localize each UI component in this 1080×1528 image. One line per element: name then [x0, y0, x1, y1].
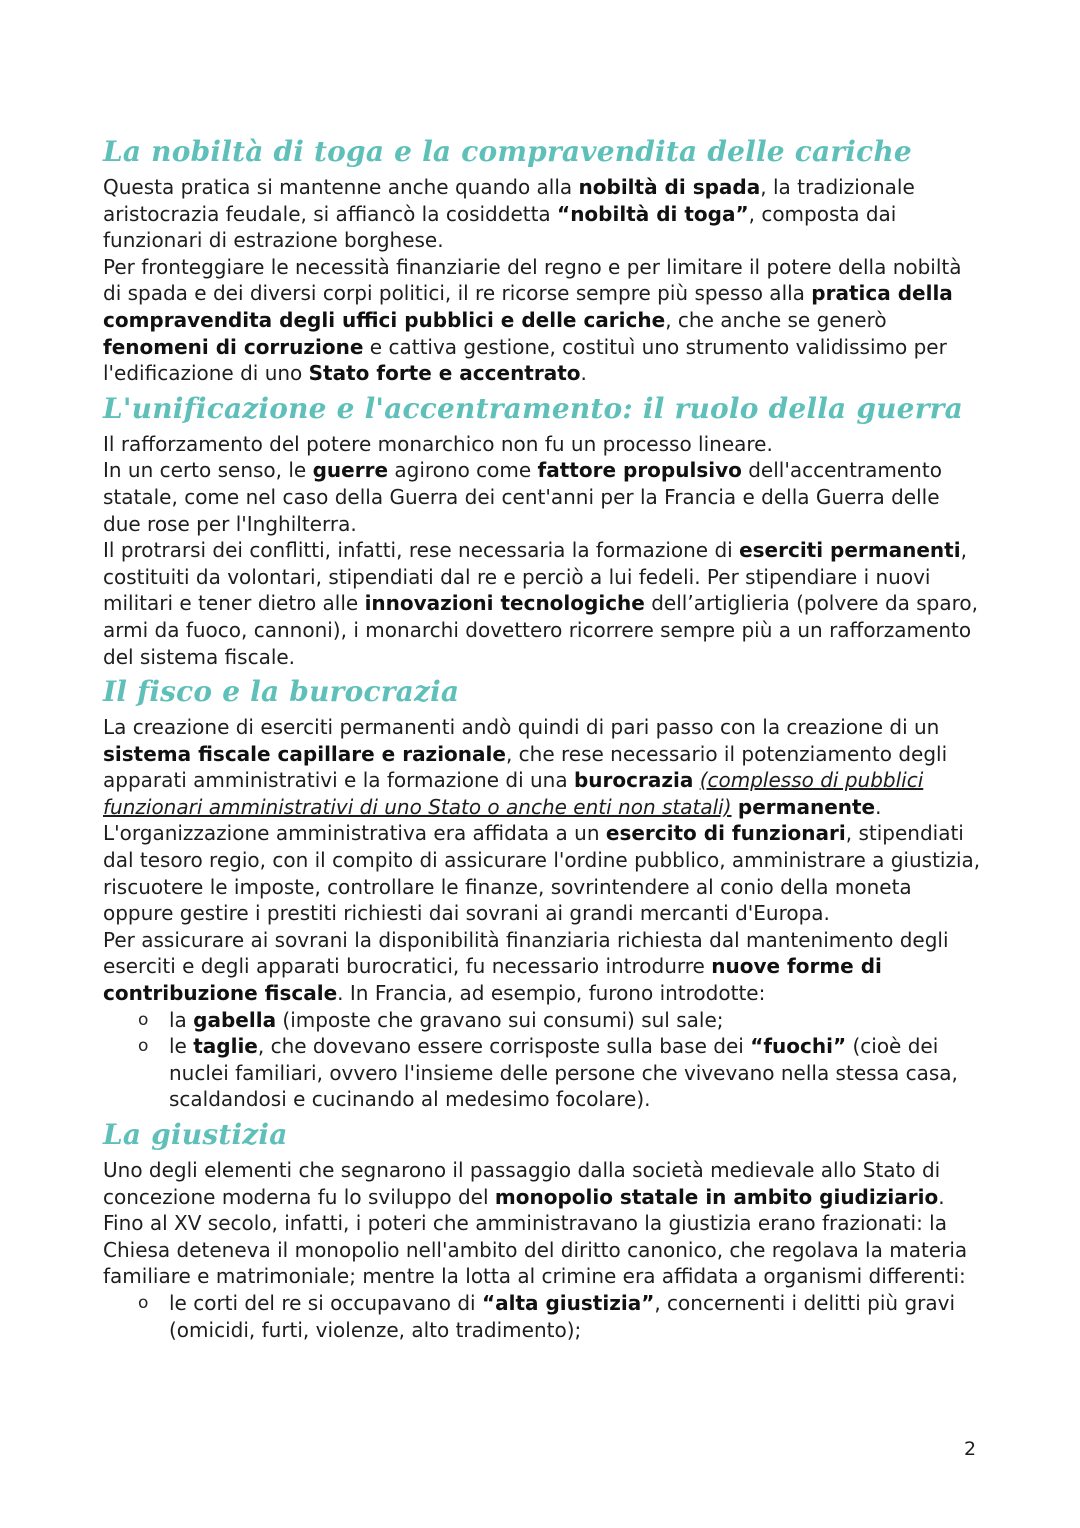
paragraph — [103, 431, 983, 458]
page-number: 2 — [964, 1438, 977, 1460]
bold-text: monopolio statale in ambito giudiziario — [494, 1184, 939, 1209]
text-run: , costituiti da volontari, stipendiati dal re e perciò a lui fedeli. Per stipendiare i nuovi militari e tener dietro alle — [103, 538, 967, 616]
text-run: L'organizzazione amministrativa era affidata a un — [103, 821, 606, 846]
text-run: La creazione di eserciti permanenti andò quindi di pari passo con la creazione di un — [103, 715, 940, 740]
hollow-bullet-icon: o — [138, 1009, 149, 1030]
text-run: Il rafforzamento del potere monarchico non fu un processo lineare. — [103, 431, 773, 456]
bold-text: “nobiltà di toga” — [557, 201, 749, 226]
text-run: le — [169, 1034, 194, 1059]
text-run: Per assicurare ai sovrani la disponibilità finanziaria richiesta dal mantenimento degli eserciti e degli apparati burocratici, fu necessario introdurre — [103, 927, 949, 979]
text-run: le corti del re si occupavano di — [169, 1290, 482, 1315]
bold-text: fattore propulsivo — [537, 458, 742, 483]
bold-text: taglie — [193, 1034, 258, 1059]
bold-text: fenomeni di corruzione — [103, 334, 364, 359]
section-heading: Il fisco e la burocrazia — [103, 675, 460, 709]
bold-text: nuove forme di contribuzione fiscale — [103, 954, 882, 1006]
text-run: , composta dai funzionari di estrazione borghese. — [103, 201, 897, 253]
bold-text: pratica della compravendita degli uffici pubblici e delle cariche — [103, 281, 953, 332]
paragraph — [103, 1157, 983, 1210]
text-run: dell'accentramento statale, come nel caso della Guerra dei cent'anni per la Francia e della Guerra delle due rose per l'Inghilterra. — [103, 458, 942, 536]
text-run: Fino al XV secolo, infatti, i poteri che amministravano la giustizia erano frazionati: la Chiesa deteneva il monopolio nell'ambito del diritto canonico, che regolava la materia familiare e matrimoniale; mentre la lotta al crimine era affidata a organismi differenti: — [103, 1211, 968, 1289]
bold-text: eserciti permanenti — [739, 538, 961, 563]
bold-text: innovazioni tecnologiche — [364, 591, 645, 616]
bold-text: sistema fiscale capillare e razionale — [103, 741, 506, 766]
text-run: Uno degli elementi che segnarono il passaggio dalla società medievale allo Stato di concezione moderna fu lo sviluppo del — [103, 1158, 941, 1209]
bold-text: “fuochi” — [750, 1034, 847, 1059]
paragraph — [103, 457, 983, 537]
bold-text: permanente — [737, 794, 876, 819]
text-run: dell’artiglieria (polvere da sparo, armi da fuoco, cannoni), i monarchi dovettero ricorrere sempre più a un rafforzamento del sistema fiscale. — [103, 591, 979, 669]
text-run: agirono come — [388, 458, 538, 483]
text-run: Per fronteggiare le necessità finanziarie del regno e per limitare il potere della nobiltà di spada e dei diversi corpi politici, il re ricorse sempre più spesso alla — [103, 254, 962, 306]
list-item — [103, 1007, 983, 1034]
text-run: , stipendiati dal tesoro regio, con il compito di assicurare l'ordine pubblico, amministrare a giustizia, riscuotere le imposte, controllare le finanze, sovrintendere al conio della moneta oppure gestire i prestiti richiesti dai sovrani ai grandi mercanti d'Europa. — [103, 821, 981, 926]
section-heading: La nobiltà di toga e la compravendita delle cariche — [103, 135, 912, 168]
paragraph — [103, 820, 983, 926]
text-run: . — [938, 1184, 945, 1209]
text-run: (cioè dei nuclei familiari, ovvero l'insieme delle persone che vivevano nella stessa casa, scaldandosi e cucinando al medesimo focolare). — [169, 1034, 958, 1112]
text-run: , che anche se generò — [665, 307, 887, 332]
bold-text: burocrazia — [573, 768, 694, 793]
text-run: la — [169, 1007, 194, 1032]
hollow-bullet-icon: o — [138, 1292, 149, 1313]
list-item — [103, 1033, 983, 1113]
paragraph — [103, 254, 983, 387]
text-run: Il protrarsi dei conflitti, infatti, rese necessaria la formazione di — [103, 538, 740, 563]
bold-text: guerre — [312, 458, 389, 483]
underlined-definition: (complesso di pubblici funzionari amministrativi di uno Stato o anche enti non statali) — [103, 768, 924, 819]
text-run: (imposte che gravano sui consumi) sul sale; — [276, 1007, 724, 1032]
paragraph — [103, 714, 983, 820]
text-run: . In Francia, ad esempio, furono introdotte: — [337, 981, 766, 1006]
text-run: . — [875, 794, 882, 819]
text-run: Questa pratica si mantenne anche quando alla — [103, 175, 579, 199]
paragraph — [103, 537, 983, 670]
bold-text: “alta giustizia” — [481, 1290, 655, 1315]
paragraph — [103, 927, 983, 1007]
bullet-list — [103, 1290, 983, 1343]
list-item — [103, 1290, 983, 1343]
text-run: , che dovevano essere corrisposte sulla base dei — [257, 1034, 751, 1059]
text-run: . — [580, 361, 587, 386]
bold-text: gabella — [193, 1007, 277, 1032]
text-run: , la tradizionale aristocrazia feudale, si affiancò la cosiddetta — [103, 175, 915, 226]
bullet-list — [103, 1007, 983, 1113]
text-run: In un certo senso, le — [103, 458, 313, 483]
text-run: e cattiva gestione, costituì uno strumento validissimo per l'edificazione di uno — [103, 334, 947, 386]
bold-text: nobiltà di spada — [578, 175, 761, 199]
text-run: , che rese necessario il potenziamento degli apparati amministrativi e la formazione di una — [103, 741, 948, 793]
bold-text: Stato forte e accentrato — [308, 361, 581, 386]
document-page — [103, 130, 983, 1343]
text-run: , concernenti i delitti più gravi (omicidi, furti, violenze, alto tradimento); — [169, 1290, 956, 1342]
hollow-bullet-icon: o — [138, 1036, 149, 1057]
bold-text: esercito di funzionari — [605, 821, 846, 846]
section-heading: L'unificazione e l'accentramento: il ruolo della guerra — [103, 391, 963, 425]
paragraph — [103, 174, 983, 254]
paragraph — [103, 1210, 983, 1290]
section-heading: La giustizia — [103, 1118, 288, 1151]
